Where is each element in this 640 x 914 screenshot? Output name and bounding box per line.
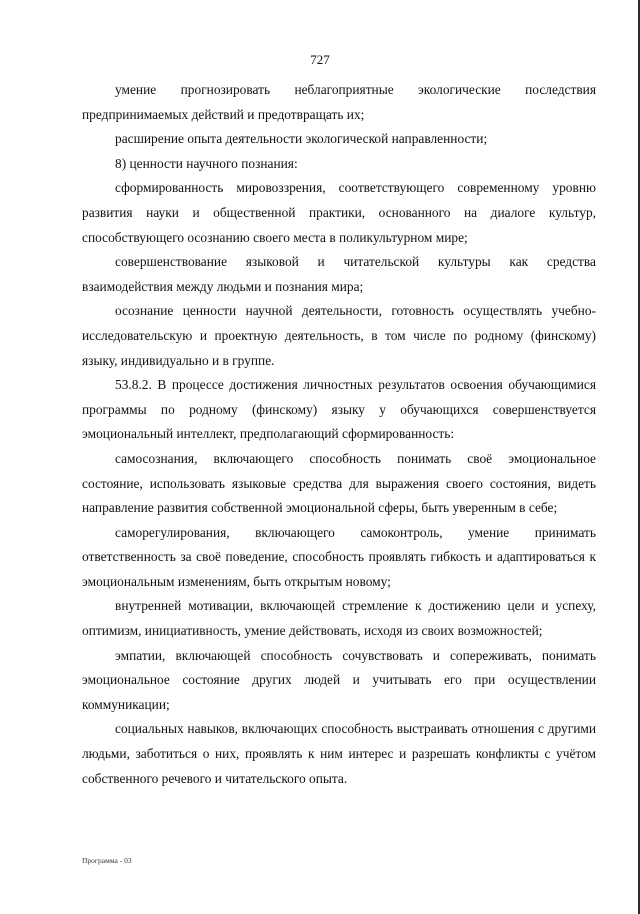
paragraph-science-values-heading: 8) ценности научного познания:	[115, 155, 298, 171]
page-footer: Программа - 03	[82, 856, 132, 865]
paragraph-self-awareness: самосознания, включающего способность понимать своё эмоциональное состояние, использовать языковые средства для выражения своего состояния, видеть направление развития собственной эмоциональной сферы, быть уверенным в себе;	[82, 450, 596, 516]
paragraph-social-skills: социальных навыков, включающих способность выстраивать отношения с другими людьми, заботиться о них, проявлять к ним интерес и разрешать конфликты с учётом собственного речевого и читательского опыта.	[82, 721, 596, 786]
paragraph-ecology-forecast: умение прогнозировать неблагоприятные экологические последствия предпринимаемых действий и предотвращать их;	[82, 82, 596, 122]
document-body	[82, 78, 596, 791]
paragraph-empathy: эмпатии, включающей способность сочувствовать и сопереживать, понимать эмоциональное состояние других людей и учитывать его при осуществлении коммуникации;	[82, 647, 596, 712]
paragraph-worldview: сформированность мировоззрения, соответствующего современному уровню развития науки и общественной практики, основанного на диалоге культур, способствующего осознанию своего места в поликультурном мире;	[82, 180, 596, 245]
paragraph-research-activity: осознание ценности научной деятельности, готовность осуществлять учебно-исследовательскую и проектную деятельность, в том числе по родному (финскому) языку, индивидуально и в группе.	[82, 303, 596, 368]
page-number: 727	[310, 52, 330, 67]
paragraph-section-53-8-2: 53.8.2. В процессе достижения личностных результатов освоения обучающимися программы по родному (финскому) языку у обучающихся совершенствуется эмоциональный интеллект, предполагающий сформированность:	[82, 377, 596, 442]
paragraph-motivation: внутренней мотивации, включающей стремление к достижению цели и успеху, оптимизм, инициативность, умение действовать, исходя из своих возможностей;	[82, 598, 596, 639]
paragraph-language-culture: совершенствование языковой и читательской культуры как средства взаимодействия между людьми и познания мира;	[82, 254, 596, 294]
paragraph-ecology-experience: расширение опыта деятельности экологической направленности;	[115, 131, 488, 147]
paragraph-self-regulation: саморегулирования, включающего самоконтроль, умение принимать ответственность за своё поведение, способность проявлять гибкость и адаптироваться к эмоциональным изменениям, быть открытым новому;	[82, 524, 596, 589]
